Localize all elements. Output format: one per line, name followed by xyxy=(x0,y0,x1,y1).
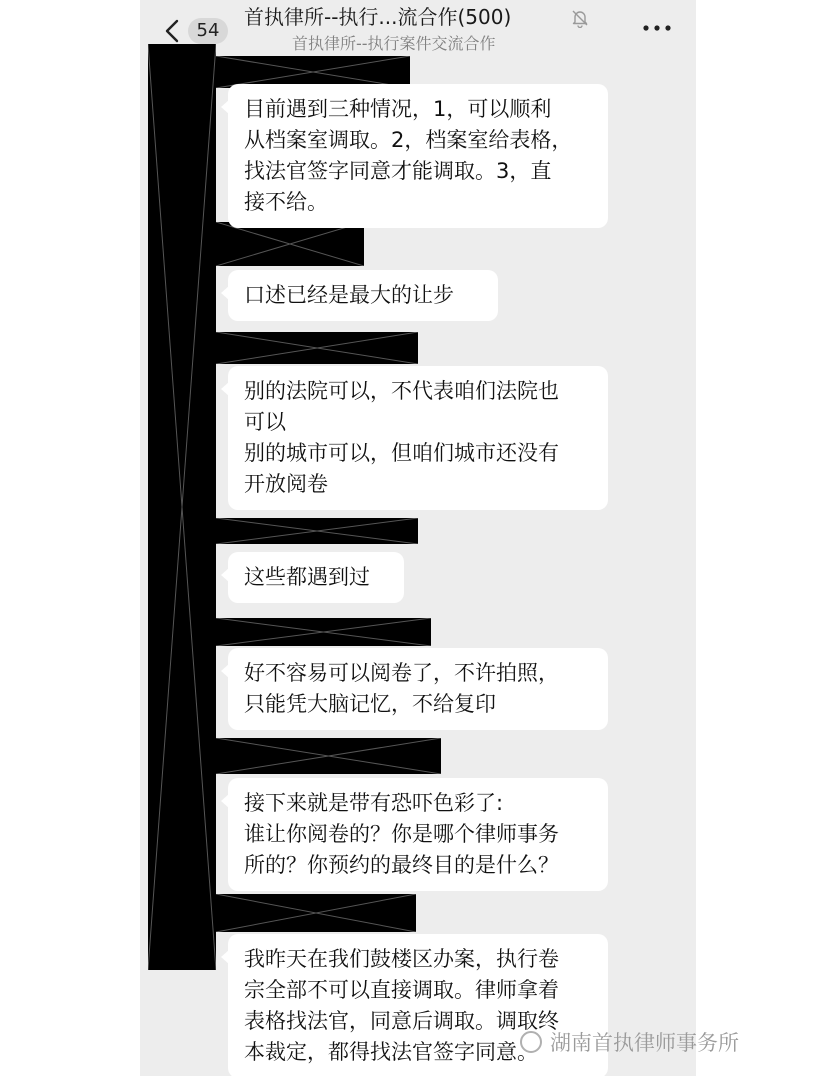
chat-header xyxy=(140,0,696,58)
back-button[interactable] xyxy=(158,14,228,46)
chevron-left-icon xyxy=(162,19,184,43)
chat-subtitle: 首执律所--执行案件交流合作 xyxy=(292,34,496,53)
avatar-redaction xyxy=(148,44,216,970)
message-bubble[interactable]: 口述已经是最大的让步 xyxy=(228,270,498,321)
message-bubble[interactable]: 我昨天在我们鼓楼区办案，执行卷 宗全部不可以直接调取。律师拿着 表格找法官，同意后调取。调取终 本裁定，都得找法官签字同意。 xyxy=(228,934,608,1076)
message-bubble[interactable]: 别的法院可以，不代表咱们法院也 可以 别的城市可以，但咱们城市还没有 开放阅卷 xyxy=(228,366,608,510)
message-bubble[interactable]: 接下来就是带有恐吓色彩了: 谁让你阅卷的？你是哪个律师事务 所的？你预约的最终目的是什么？ xyxy=(228,778,608,891)
watermark-logo-icon xyxy=(520,1031,542,1053)
sender-name-redaction xyxy=(216,518,418,544)
message-bubble[interactable]: 这些都遇到过 xyxy=(228,552,404,603)
sender-name-redaction xyxy=(216,332,418,364)
watermark-text: 湖南首执律师事务所 xyxy=(550,1031,739,1055)
bell-muted-icon xyxy=(570,8,590,28)
sender-name-redaction xyxy=(216,738,441,774)
chat-title: 首执律所--执行...流合作(500) xyxy=(244,5,512,29)
sender-name-redaction xyxy=(216,894,416,932)
sender-name-redaction xyxy=(216,222,364,266)
sender-name-redaction xyxy=(216,618,431,646)
watermark xyxy=(520,1028,739,1058)
more-dots-icon[interactable] xyxy=(640,18,674,38)
message-bubble[interactable]: 好不容易可以阅卷了，不许拍照， 只能凭大脑记忆，不给复印 xyxy=(228,648,608,730)
message-bubble[interactable]: 目前遇到三种情况，1，可以顺利 从档案室调取。2，档案室给表格， 找法官签字同意才能调取。3，直 接不给。 xyxy=(228,84,608,228)
chat-window xyxy=(140,0,696,1076)
unread-count-badge: 54 xyxy=(188,18,228,44)
